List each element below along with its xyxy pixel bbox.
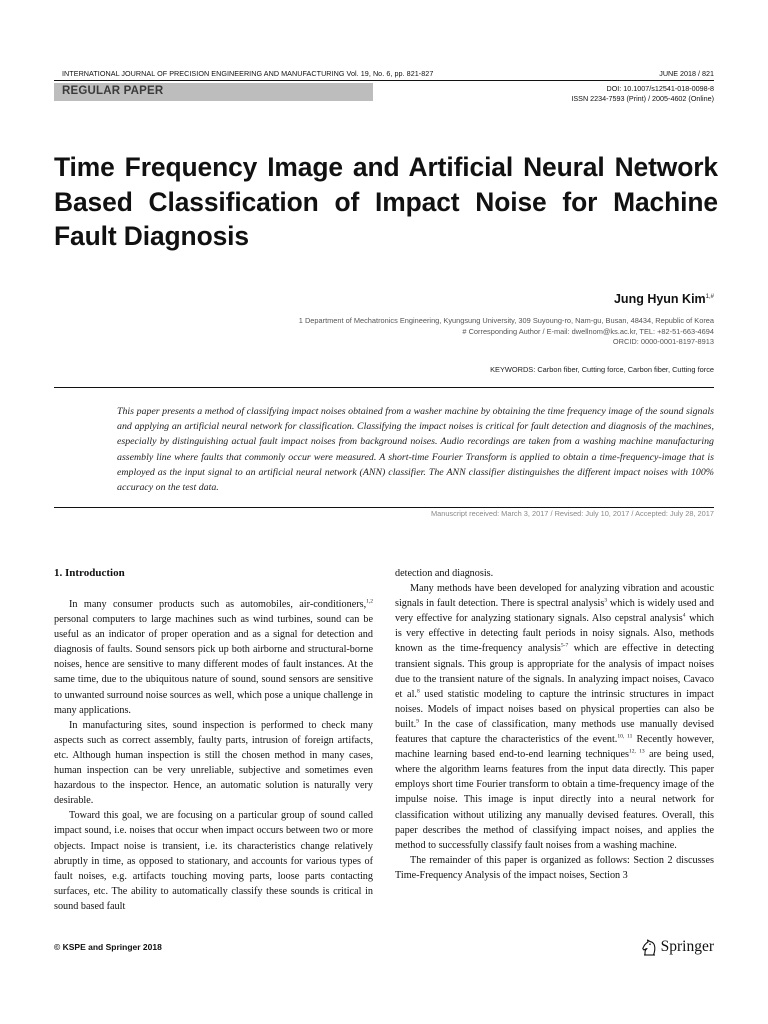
journal-name: INTERNATIONAL JOURNAL OF PRECISION ENGINEERING AND MANUFACTURING Vol. 19, No. 6, pp. 821-827 bbox=[62, 69, 434, 78]
citation[interactable]: 5-7 bbox=[560, 643, 569, 650]
manuscript-dates: Manuscript received: March 3, 2017 / Revised: July 10, 2017 / Accepted: July 28, 2017 bbox=[430, 509, 714, 518]
paragraph: Toward this goal, we are focusing on a particular group of sound called impact sound, i.e. noises that occur when impact occurs between two or more objects. Impact noise is transient, i.e. its characteristics change relatively abruptly in time, as opposed to stationary, and accounts for various types of fault noises, e.g. artifacts touching moving parts, loose parts contacting surfaces, etc. The ability to automatically classify these sounds is critical in sound based fault bbox=[54, 810, 373, 912]
affiliation-department: 1 Department of Mechatronics Engineering, Kyungsung University, 309 Suyoung-ro, Nam-gu, Busan, 48434, Republic of Korea bbox=[298, 316, 714, 325]
citation[interactable]: 9 bbox=[416, 718, 419, 725]
author-line bbox=[614, 292, 714, 306]
author-marks: 1,# bbox=[705, 293, 714, 300]
header-divider bbox=[54, 80, 714, 81]
paragraph: detection and diagnosis. bbox=[395, 568, 494, 579]
body-column-right bbox=[395, 566, 714, 883]
doi-link[interactable]: DOI: 10.1007/s12541-018-0098-8 bbox=[606, 84, 714, 93]
citation[interactable]: 10, 11 bbox=[617, 733, 633, 740]
affiliation-block bbox=[299, 316, 714, 348]
paragraph: Many methods have been developed for analyzing vibration and acoustic signals in fault detection. There is spectral analysis$^3$ which is widely used and very effective for analyzing stationary signals. Also cepstral analysis$^4$ which is very effective in detecting fault periods in noisy signals. Also, methods known as the time-frequency analysis$^{5-7}$ which are effective in detecting transient signals. This group is appropriate for the analysis of impact noises due to the transient nature of the signals. In analyzing impact noises, Cavaco et al.$^8$ used statistic modeling to capture the intrinsic structures in impact noises. Models of impact noises based on physical properties can also be built.$^9$ In the case of classification, many methods use manually devised features that capture the characteristics of the event.$^{10, 11}$ Recently however, machine learning based end-to-end learning techniques$^{12, 13}$ are being used, where the algorithm learns features from the input data directly. This paper employs short time Fourier transform to obtain a time-frequency image of the impulse noise. This image is input directly into a neural network for classification without utilizing any manually devised features. Overall, this paper describes the method of classifying impact noises, and applies the method to successfully classify fault noises from a washing machine. bbox=[395, 583, 715, 851]
author-name: Jung Hyun Kim bbox=[613, 292, 706, 306]
keywords: KEYWORDS: Carbon fiber, Cutting force, Carbon fiber, Cutting force bbox=[490, 365, 714, 374]
abstract: This paper presents a method of classifying impact noises obtained from a washer machine by obtaining the time frequency image of the sound signals and applying an artificial neural network for classification. Classifying the impact noises is critical for fault detection and diagnosis of the machines, especially by distinguishing actual fault impact noises from background noises. Audio recordings are taken from a washing machine manufacturing assembly line where faults that commonly occur were measured. A short-time Fourier Transform is applied to obtain a time-frequency-image that is employed as the input signal to an artificial neural network (ANN) classifier. The ANN classifier distinguishes the different impact noises with 100% accuracy on the test data. bbox=[117, 406, 714, 494]
paragraph: In manufacturing sites, sound inspection is performed to check many aspects such as correct assembly, faulty parts, intrusion of foreign artifacts, etc. Although human inspection is still the chosen method in many cases, human inspection can be very unreliable, subjective and sometimes even hazardous to the inspector. Hence, an automatic solution is naturally very desirable. bbox=[54, 719, 373, 807]
paragraph: In many consumer products such as automobiles, air-conditioners,$^{1,2}$ personal computers to large machines such as wind turbines, sound can be useful as an indicator of proper operation and as a signal for detection and diagnosis of faults. Sound sensors pick up both airborne and structural-borne noises, hence are sensitive to many different modes of fault instances. At the same time, due to the ubiquitous nature of sound, sound sensors are sensitive to unwanted surround noise sources as well, which pose a unique challenge in many applications. bbox=[54, 598, 373, 716]
publisher-name: Springer bbox=[660, 938, 714, 955]
paper-title: Time Frequency Image and Artificial Neural Network Based Classification of Impact Noise for Machine Fault Diagnosis bbox=[54, 152, 718, 251]
paragraph: The remainder of this paper is organized as follows: Section 2 discusses Time-Frequency Analysis of the impact noises, Section 3 bbox=[395, 854, 714, 881]
citation[interactable]: 4 bbox=[682, 612, 686, 619]
publisher-logo bbox=[641, 938, 714, 956]
citation[interactable]: 8 bbox=[416, 688, 420, 695]
citation[interactable]: 12, 13 bbox=[629, 748, 645, 755]
paper-type-banner bbox=[54, 83, 373, 101]
paper-type-label: REGULAR PAPER bbox=[62, 85, 164, 97]
section-heading: 1. Introduction bbox=[54, 567, 125, 579]
abstract-top-rule bbox=[54, 387, 714, 388]
doi-block bbox=[571, 84, 714, 103]
abstract-bottom-rule bbox=[54, 507, 714, 508]
copyright-notice: © KSPE and Springer 2018 bbox=[54, 942, 162, 952]
body-column-left bbox=[54, 597, 373, 914]
orcid: ORCID: 0000-0001-8197-8913 bbox=[612, 337, 714, 346]
corresponding-author: # Corresponding Author / E-mail: dwellnom@ks.ac.kr, TEL: +82-51-663-4694 bbox=[462, 326, 714, 336]
citation[interactable]: 1,2 bbox=[366, 598, 373, 605]
issn-text: ISSN 2234-7593 (Print) / 2005-4602 (Online) bbox=[571, 93, 714, 103]
springer-chess-knight-icon bbox=[641, 939, 657, 956]
issue-date-page: JUNE 2018 / 821 bbox=[659, 69, 714, 78]
citation[interactable]: 3 bbox=[604, 597, 608, 604]
